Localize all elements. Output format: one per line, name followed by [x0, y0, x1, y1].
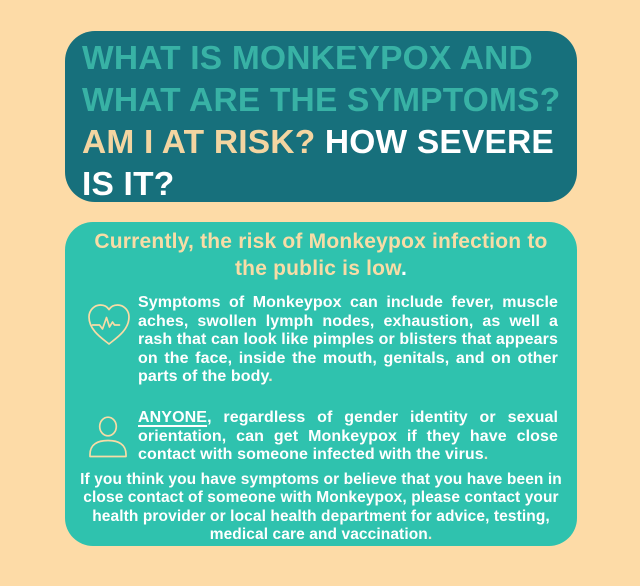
person-icon	[65, 409, 138, 465]
symptoms-row	[65, 294, 577, 387]
anyone-text	[138, 409, 577, 465]
title-risk-accent: AM I AT RISK?	[82, 124, 316, 161]
heartbeat-icon	[65, 294, 138, 350]
heading-period: .	[400, 257, 407, 280]
title-line-1: WHAT IS MONKEYPOX AND	[82, 40, 533, 77]
anyone-period: .	[483, 446, 489, 464]
advice-text	[73, 471, 569, 545]
title-line-3-rest: HOW SEVERE	[315, 124, 554, 161]
symptoms-period: .	[268, 368, 273, 386]
anyone-text-body: , regardless of gender identity or sexual orientation, can get Monkeypox if they have close contact with someone infected with the virus	[138, 408, 558, 464]
symptoms-text	[138, 294, 577, 387]
title-line-2: WHAT ARE THE SYMPTOMS?	[82, 82, 561, 119]
risk-level-heading-text: Currently, the risk of Monkeypox infection to the public is low	[94, 230, 548, 280]
symptoms-text-body: Symptoms of Monkeypox can include fever, muscle aches, swollen lymph nodes, exhaustion, as well a rash that can look like pimples or blisters that appears on the face, inside the mouth, genitals, and on other parts of the body	[138, 294, 558, 386]
anyone-row	[65, 409, 577, 465]
risk-level-heading	[81, 228, 561, 282]
advice-period: .	[427, 526, 433, 544]
title-line-3	[82, 122, 577, 164]
title-line-4: IS IT?	[82, 166, 175, 202]
info-card	[65, 222, 577, 546]
page-title	[82, 38, 577, 202]
anyone-underlined-word: ANYONE	[138, 408, 208, 426]
header-card	[65, 31, 577, 202]
advice-text-body: If you think you have symptoms or believe that you have been in close contact of someone with Monkeypox, please contact your health provider or local health department for advice, testing, medical care and vaccination	[80, 470, 562, 544]
